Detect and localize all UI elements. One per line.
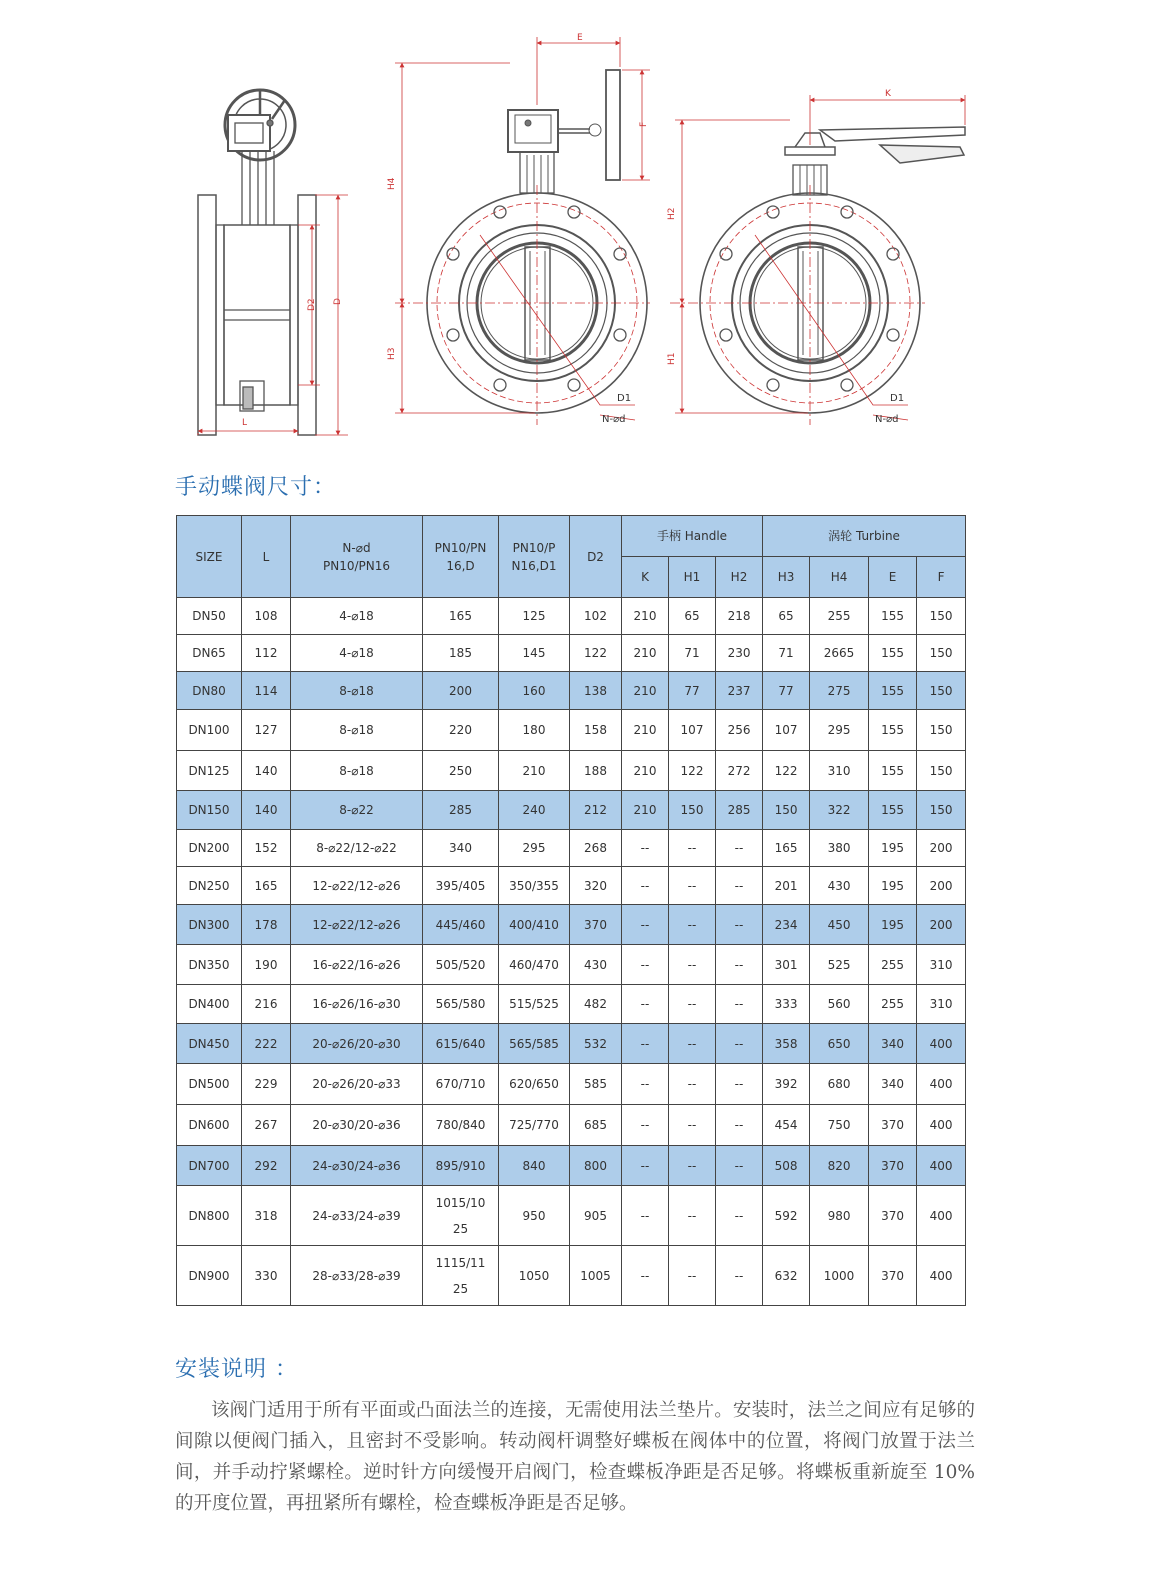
cell-d1: 125 xyxy=(499,598,570,635)
cell-h2: -- xyxy=(716,830,763,867)
cell-h1: 71 xyxy=(669,635,716,672)
cell-h4: 980 xyxy=(810,1186,869,1246)
cell-e: 370 xyxy=(869,1186,917,1246)
cell-d: 185 xyxy=(423,635,499,672)
cell-size: DN400 xyxy=(177,985,242,1024)
cell-l: 222 xyxy=(242,1024,291,1064)
cell-e: 340 xyxy=(869,1064,917,1105)
label-N-d-gear: N-⌀d xyxy=(602,414,626,425)
cell-l: 114 xyxy=(242,672,291,710)
cell-k: 210 xyxy=(622,598,669,635)
cell-h4: 680 xyxy=(810,1064,869,1105)
cell-l: 229 xyxy=(242,1064,291,1105)
cell-h4: 255 xyxy=(810,598,869,635)
cell-h2: -- xyxy=(716,1105,763,1146)
cell-e: 340 xyxy=(869,1024,917,1064)
cell-d2: 532 xyxy=(570,1024,622,1064)
lever-handle xyxy=(820,127,965,141)
header-f: F xyxy=(917,557,966,598)
cell-k: -- xyxy=(622,1246,669,1306)
dim-label-H4: H4 xyxy=(387,177,397,190)
cell-h2: -- xyxy=(716,1064,763,1105)
table-row xyxy=(177,751,966,791)
header-turbine: 涡轮 Turbine xyxy=(763,516,966,557)
header-d: PN10/PN 16,D xyxy=(423,516,499,598)
table-row xyxy=(177,1186,966,1246)
cell-d1: 515/525 xyxy=(499,985,570,1024)
flange-left xyxy=(198,195,216,435)
cell-h3: 71 xyxy=(763,635,810,672)
cell-f: 150 xyxy=(917,710,966,751)
cell-l: 330 xyxy=(242,1246,291,1306)
flange-right xyxy=(298,195,316,435)
table-row xyxy=(177,1064,966,1105)
cell-d2: 158 xyxy=(570,710,622,751)
header-h1: H1 xyxy=(669,557,716,598)
cell-h1: -- xyxy=(669,1146,716,1186)
cell-h2: 230 xyxy=(716,635,763,672)
cell-h2: -- xyxy=(716,945,763,985)
header-l: L xyxy=(242,516,291,598)
cell-d: 445/460 xyxy=(423,905,499,945)
cell-h4: 275 xyxy=(810,672,869,710)
dim-label-F: F xyxy=(639,121,649,127)
cell-h4: 450 xyxy=(810,905,869,945)
cell-size: DN300 xyxy=(177,905,242,945)
cell-l: 216 xyxy=(242,985,291,1024)
cell-n-d: 4-⌀18 xyxy=(291,598,423,635)
cell-d1: 840 xyxy=(499,1146,570,1186)
cell-k: -- xyxy=(622,905,669,945)
cell-n-d: 8-⌀22/12-⌀22 xyxy=(291,830,423,867)
cell-d2: 430 xyxy=(570,945,622,985)
cell-e: 370 xyxy=(869,1246,917,1306)
cell-n-d: 28-⌀33/28-⌀39 xyxy=(291,1246,423,1306)
cell-e: 155 xyxy=(869,751,917,791)
table-row xyxy=(177,867,966,905)
cell-l: 108 xyxy=(242,598,291,635)
cell-d: 285 xyxy=(423,791,499,830)
cell-l: 140 xyxy=(242,751,291,791)
cell-k: 210 xyxy=(622,751,669,791)
dim-label-E: E xyxy=(577,33,583,43)
cell-e: 155 xyxy=(869,672,917,710)
cell-e: 155 xyxy=(869,710,917,751)
cell-d1: 620/650 xyxy=(499,1064,570,1105)
cell-f: 310 xyxy=(917,985,966,1024)
cell-f: 400 xyxy=(917,1186,966,1246)
cell-size: DN600 xyxy=(177,1105,242,1146)
cell-h3: 107 xyxy=(763,710,810,751)
cell-size: DN150 xyxy=(177,791,242,830)
cell-h1: 122 xyxy=(669,751,716,791)
cell-h3: 201 xyxy=(763,867,810,905)
cell-d: 895/910 xyxy=(423,1146,499,1186)
cell-h1: -- xyxy=(669,1024,716,1064)
cell-d: 565/580 xyxy=(423,985,499,1024)
header-d1: PN10/P N16,D1 xyxy=(499,516,570,598)
side-view xyxy=(198,90,316,435)
cell-h2: -- xyxy=(716,905,763,945)
cell-h3: 301 xyxy=(763,945,810,985)
cell-d2: 138 xyxy=(570,672,622,710)
cell-k: -- xyxy=(622,1064,669,1105)
cell-h2: 285 xyxy=(716,791,763,830)
cell-d1: 210 xyxy=(499,751,570,791)
cell-d: 340 xyxy=(423,830,499,867)
cell-k: -- xyxy=(622,1024,669,1064)
cell-d2: 188 xyxy=(570,751,622,791)
cell-f: 200 xyxy=(917,905,966,945)
cell-n-d: 12-⌀22/12-⌀26 xyxy=(291,867,423,905)
table-row xyxy=(177,1146,966,1186)
cell-d: 200 xyxy=(423,672,499,710)
cell-h1: -- xyxy=(669,1064,716,1105)
cell-e: 155 xyxy=(869,598,917,635)
cell-h2: 256 xyxy=(716,710,763,751)
cell-size: DN65 xyxy=(177,635,242,672)
dimensions-section-title: 手动蝶阀尺寸： xyxy=(175,475,337,500)
cell-h1: -- xyxy=(669,1186,716,1246)
cell-h1: -- xyxy=(669,945,716,985)
cell-h1: 107 xyxy=(669,710,716,751)
cell-h3: 65 xyxy=(763,598,810,635)
cell-k: -- xyxy=(622,1105,669,1146)
cell-f: 150 xyxy=(917,672,966,710)
cell-d2: 685 xyxy=(570,1105,622,1146)
cell-d1: 180 xyxy=(499,710,570,751)
cell-e: 370 xyxy=(869,1146,917,1186)
installation-text: 该阀门适用于所有平面或凸面法兰的连接，无需使用法兰垫片。安装时，法兰之间应有足够的间隙以便阀门插入，且密封不受影响。转动阀杆调整好蝶板在阀体中的位置，将阀门放置于法兰间，并手动拧紧螺栓。逆时针方向缓慢开启阀门，检查蝶板净距是否足够。将蝶板重新旋至 10%的开度位置，再扭紧所有螺栓，检查蝶板净距是否足够。 xyxy=(175,1400,975,1514)
cell-size: DN125 xyxy=(177,751,242,791)
cell-d: 220 xyxy=(423,710,499,751)
cell-n-d: 8-⌀22 xyxy=(291,791,423,830)
cell-l: 140 xyxy=(242,791,291,830)
cell-h3: 358 xyxy=(763,1024,810,1064)
cell-h3: 454 xyxy=(763,1105,810,1146)
dim-label-D: D xyxy=(333,298,343,305)
cell-n-d: 4-⌀18 xyxy=(291,635,423,672)
cell-k: 210 xyxy=(622,672,669,710)
cell-n-d: 20-⌀30/20-⌀36 xyxy=(291,1105,423,1146)
cell-d: 165 xyxy=(423,598,499,635)
cell-h3: 122 xyxy=(763,751,810,791)
cell-d1: 400/410 xyxy=(499,905,570,945)
cell-size: DN500 xyxy=(177,1064,242,1105)
cell-e: 155 xyxy=(869,635,917,672)
table-row xyxy=(177,598,966,635)
label-N-d-handle: N-⌀d xyxy=(875,414,899,425)
cell-size: DN100 xyxy=(177,710,242,751)
cell-d: 250 xyxy=(423,751,499,791)
cell-size: DN200 xyxy=(177,830,242,867)
dim-label-H1: H1 xyxy=(667,352,677,365)
cell-h4: 322 xyxy=(810,791,869,830)
cell-k: -- xyxy=(622,1186,669,1246)
cell-size: DN700 xyxy=(177,1146,242,1186)
cell-k: 210 xyxy=(622,635,669,672)
cell-h4: 750 xyxy=(810,1105,869,1146)
cell-n-d: 16-⌀26/16-⌀30 xyxy=(291,985,423,1024)
front-view-handle xyxy=(700,127,965,413)
cell-f: 310 xyxy=(917,945,966,985)
table-row xyxy=(177,830,966,867)
dimensions-table xyxy=(176,515,966,1306)
cell-d2: 268 xyxy=(570,830,622,867)
cell-d2: 1005 xyxy=(570,1246,622,1306)
valve-technical-drawing xyxy=(180,15,970,445)
cell-h2: 272 xyxy=(716,751,763,791)
cell-h4: 380 xyxy=(810,830,869,867)
cell-h1: -- xyxy=(669,1105,716,1146)
table-row xyxy=(177,710,966,751)
cell-f: 200 xyxy=(917,867,966,905)
cell-h1: -- xyxy=(669,1246,716,1306)
cell-d1: 145 xyxy=(499,635,570,672)
cell-n-d: 8-⌀18 xyxy=(291,710,423,751)
cell-h1: 77 xyxy=(669,672,716,710)
table-row xyxy=(177,1105,966,1146)
cell-d: 615/640 xyxy=(423,1024,499,1064)
cell-d2: 122 xyxy=(570,635,622,672)
label-D1-handle: D1 xyxy=(890,393,905,404)
cell-h3: 234 xyxy=(763,905,810,945)
cell-d2: 370 xyxy=(570,905,622,945)
table-row xyxy=(177,905,966,945)
cell-k: -- xyxy=(622,945,669,985)
cell-h3: 77 xyxy=(763,672,810,710)
dim-label-K: K xyxy=(885,89,891,99)
cell-f: 150 xyxy=(917,598,966,635)
cell-d: 395/405 xyxy=(423,867,499,905)
dim-label-H3: H3 xyxy=(387,347,397,360)
cell-d1: 950 xyxy=(499,1186,570,1246)
cell-e: 155 xyxy=(869,791,917,830)
cell-l: 127 xyxy=(242,710,291,751)
cell-h2: -- xyxy=(716,985,763,1024)
cell-h2: -- xyxy=(716,1146,763,1186)
header-k: K xyxy=(622,557,669,598)
cell-d2: 482 xyxy=(570,985,622,1024)
cell-f: 400 xyxy=(917,1146,966,1186)
cell-d2: 800 xyxy=(570,1146,622,1186)
header-h3: H3 xyxy=(763,557,810,598)
table-row xyxy=(177,635,966,672)
cell-l: 165 xyxy=(242,867,291,905)
cell-f: 150 xyxy=(917,751,966,791)
cell-h1: -- xyxy=(669,867,716,905)
header-handle: 手柄 Handle xyxy=(622,516,763,557)
cell-h3: 165 xyxy=(763,830,810,867)
cell-d: 670/710 xyxy=(423,1064,499,1105)
cell-h3: 632 xyxy=(763,1246,810,1306)
label-D1-gear: D1 xyxy=(617,393,632,404)
cell-n-d: 12-⌀22/12-⌀26 xyxy=(291,905,423,945)
table-row xyxy=(177,672,966,710)
cell-h2: -- xyxy=(716,1246,763,1306)
cell-l: 267 xyxy=(242,1105,291,1146)
cell-h2: 218 xyxy=(716,598,763,635)
cell-size: DN350 xyxy=(177,945,242,985)
cell-l: 112 xyxy=(242,635,291,672)
cell-d1: 240 xyxy=(499,791,570,830)
header-e: E xyxy=(869,557,917,598)
cell-h1: -- xyxy=(669,905,716,945)
cell-d1: 295 xyxy=(499,830,570,867)
cell-h1: -- xyxy=(669,985,716,1024)
cell-l: 152 xyxy=(242,830,291,867)
cell-d2: 212 xyxy=(570,791,622,830)
cell-d: 1115/11 25 xyxy=(423,1246,499,1306)
handwheel-edge xyxy=(606,70,620,180)
dim-label-L: L xyxy=(242,418,248,428)
cell-size: DN80 xyxy=(177,672,242,710)
cell-h2: 237 xyxy=(716,672,763,710)
cell-d: 780/840 xyxy=(423,1105,499,1146)
cell-d2: 320 xyxy=(570,867,622,905)
cell-n-d: 20-⌀26/20-⌀30 xyxy=(291,1024,423,1064)
cell-k: -- xyxy=(622,830,669,867)
cell-n-d: 8-⌀18 xyxy=(291,751,423,791)
cell-e: 370 xyxy=(869,1105,917,1146)
cell-d: 505/520 xyxy=(423,945,499,985)
cell-h4: 820 xyxy=(810,1146,869,1186)
cell-n-d: 20-⌀26/20-⌀33 xyxy=(291,1064,423,1105)
cell-h4: 560 xyxy=(810,985,869,1024)
cell-n-d: 16-⌀22/16-⌀26 xyxy=(291,945,423,985)
cell-h1: 65 xyxy=(669,598,716,635)
cell-h4: 1000 xyxy=(810,1246,869,1306)
cell-h2: -- xyxy=(716,1024,763,1064)
cell-d2: 102 xyxy=(570,598,622,635)
cell-h4: 2665 xyxy=(810,635,869,672)
cell-l: 292 xyxy=(242,1146,291,1186)
table-row xyxy=(177,945,966,985)
cell-d1: 160 xyxy=(499,672,570,710)
table-row xyxy=(177,1246,966,1306)
cell-l: 190 xyxy=(242,945,291,985)
cell-h3: 392 xyxy=(763,1064,810,1105)
cell-f: 150 xyxy=(917,791,966,830)
valve-body xyxy=(224,225,290,405)
cell-f: 200 xyxy=(917,830,966,867)
cell-h2: -- xyxy=(716,867,763,905)
dim-label-H2: H2 xyxy=(667,207,677,220)
header-h4: H4 xyxy=(810,557,869,598)
cell-f: 400 xyxy=(917,1064,966,1105)
dim-label-D2: D2 xyxy=(307,298,317,311)
cell-n-d: 24-⌀30/24-⌀36 xyxy=(291,1146,423,1186)
cell-e: 255 xyxy=(869,945,917,985)
cell-e: 255 xyxy=(869,985,917,1024)
cell-d1: 725/770 xyxy=(499,1105,570,1146)
table-row xyxy=(177,985,966,1024)
cell-h4: 310 xyxy=(810,751,869,791)
cell-size: DN800 xyxy=(177,1186,242,1246)
cell-f: 400 xyxy=(917,1246,966,1306)
cell-d2: 585 xyxy=(570,1064,622,1105)
cell-size: DN450 xyxy=(177,1024,242,1064)
cell-h1: -- xyxy=(669,830,716,867)
cell-l: 178 xyxy=(242,905,291,945)
header-n-d: N-⌀d PN10/PN16 xyxy=(291,516,423,598)
cell-d2: 905 xyxy=(570,1186,622,1246)
cell-e: 195 xyxy=(869,905,917,945)
cell-f: 400 xyxy=(917,1105,966,1146)
cell-l: 318 xyxy=(242,1186,291,1246)
cell-h3: 592 xyxy=(763,1186,810,1246)
cell-h3: 508 xyxy=(763,1146,810,1186)
cell-n-d: 8-⌀18 xyxy=(291,672,423,710)
cell-n-d: 24-⌀33/24-⌀39 xyxy=(291,1186,423,1246)
cell-h2: -- xyxy=(716,1186,763,1246)
cell-d1: 565/585 xyxy=(499,1024,570,1064)
cell-f: 150 xyxy=(917,635,966,672)
cell-d: 1015/10 25 xyxy=(423,1186,499,1246)
cell-f: 400 xyxy=(917,1024,966,1064)
cell-h3: 333 xyxy=(763,985,810,1024)
header-d2: D2 xyxy=(570,516,622,598)
cell-k: 210 xyxy=(622,710,669,751)
cell-h3: 150 xyxy=(763,791,810,830)
table-row xyxy=(177,1024,966,1064)
cell-h4: 295 xyxy=(810,710,869,751)
header-size: SIZE xyxy=(177,516,242,598)
cell-e: 195 xyxy=(869,830,917,867)
cell-h1: 150 xyxy=(669,791,716,830)
cell-k: -- xyxy=(622,985,669,1024)
cell-h4: 525 xyxy=(810,945,869,985)
cell-size: DN50 xyxy=(177,598,242,635)
cell-h4: 650 xyxy=(810,1024,869,1064)
cell-size: DN250 xyxy=(177,867,242,905)
cell-size: DN900 xyxy=(177,1246,242,1306)
table-row xyxy=(177,791,966,830)
cell-h4: 430 xyxy=(810,867,869,905)
cell-e: 195 xyxy=(869,867,917,905)
cell-d1: 350/355 xyxy=(499,867,570,905)
cell-k: -- xyxy=(622,1146,669,1186)
cell-k: -- xyxy=(622,867,669,905)
cell-d1: 1050 xyxy=(499,1246,570,1306)
cell-k: 210 xyxy=(622,791,669,830)
cell-d1: 460/470 xyxy=(499,945,570,985)
installation-section-title: 安装说明 ： xyxy=(175,1357,298,1382)
header-h2: H2 xyxy=(716,557,763,598)
